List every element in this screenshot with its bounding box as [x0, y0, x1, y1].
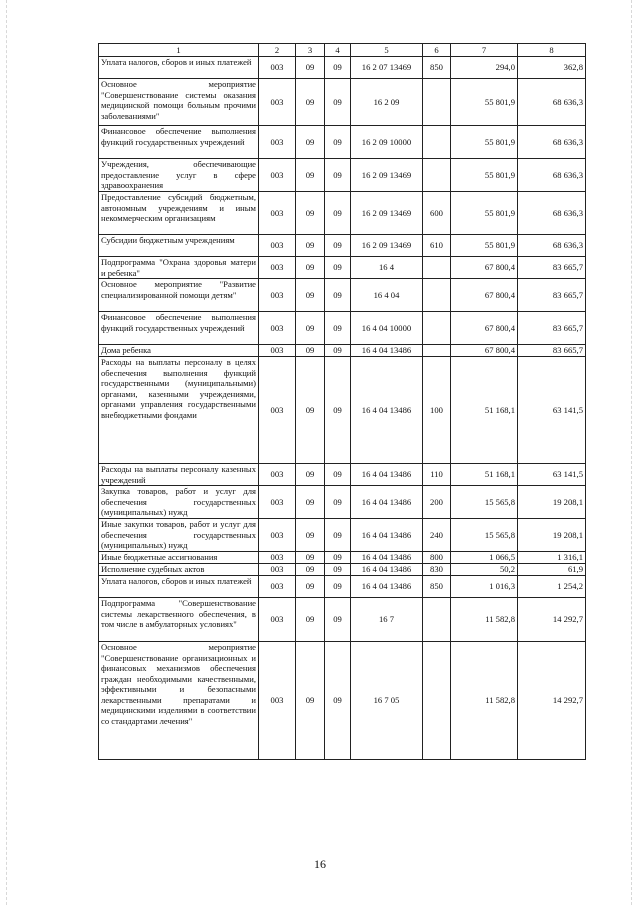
- table-row: [99, 576, 586, 598]
- subsection-code-cell: 09: [325, 345, 351, 357]
- scan-edge-right: [631, 0, 633, 905]
- amount-year1-cell: 51 168,1: [451, 357, 518, 464]
- subsection-code-cell: 09: [325, 159, 351, 192]
- target-article-cell: 16 7 05: [351, 642, 423, 760]
- section-code-cell: 09: [296, 552, 325, 564]
- expense-type-cell: 850: [423, 57, 451, 79]
- subsection-code-cell: 09: [325, 576, 351, 598]
- amount-year1-cell: 11 582,8: [451, 598, 518, 642]
- expense-name-cell: Иные закупки товаров, работ и услуг для обеспечения государственных (муниципальных) нужд: [99, 519, 259, 552]
- table-row: [99, 79, 586, 126]
- section-code-cell: 09: [296, 576, 325, 598]
- section-code-cell: 09: [296, 598, 325, 642]
- subsection-code-cell: 09: [325, 486, 351, 519]
- ministry-code-cell: 003: [259, 576, 296, 598]
- subsection-code-cell: 09: [325, 519, 351, 552]
- ministry-code-cell: 003: [259, 257, 296, 279]
- subsection-code-cell: 09: [325, 464, 351, 486]
- table-row: [99, 312, 586, 345]
- target-article-cell: 16 4: [351, 257, 423, 279]
- amount-year1-cell: 51 168,1: [451, 464, 518, 486]
- amount-year2-cell: 83 665,7: [518, 312, 586, 345]
- expense-type-cell: [423, 126, 451, 159]
- page-number: 16: [314, 857, 326, 871]
- section-code-cell: 09: [296, 57, 325, 79]
- expense-type-cell: 600: [423, 192, 451, 235]
- table-row: [99, 564, 586, 576]
- ministry-code-cell: 003: [259, 279, 296, 312]
- subsection-code-cell: 09: [325, 126, 351, 159]
- amount-year1-cell: 67 800,4: [451, 257, 518, 279]
- target-article-cell: 16 2 09 13469: [351, 192, 423, 235]
- target-article-cell: 16 4 04 13486: [351, 552, 423, 564]
- amount-year2-cell: 19 208,1: [518, 519, 586, 552]
- amount-year2-cell: 63 141,5: [518, 464, 586, 486]
- amount-year1-cell: 294,0: [451, 57, 518, 79]
- column-header: 6: [423, 44, 451, 57]
- expense-name-cell: Основное мероприятие "Совершенствование организационных и финансовых механизмов обеспечения граждан необходимыми качественными, эффективными и безопасными лекарственными препаратами и медицинскими изделиями в соответствии со стандартами лечения": [99, 642, 259, 760]
- amount-year1-cell: 55 801,9: [451, 235, 518, 257]
- amount-year1-cell: 1 066,5: [451, 552, 518, 564]
- amount-year2-cell: 14 292,7: [518, 642, 586, 760]
- target-article-cell: 16 4 04 13486: [351, 345, 423, 357]
- table-row: [99, 642, 586, 760]
- target-article-cell: 16 4 04 13486: [351, 576, 423, 598]
- amount-year2-cell: 14 292,7: [518, 598, 586, 642]
- expense-type-cell: 830: [423, 564, 451, 576]
- amount-year2-cell: 68 636,3: [518, 192, 586, 235]
- ministry-code-cell: 003: [259, 357, 296, 464]
- amount-year1-cell: 67 800,4: [451, 279, 518, 312]
- expense-name-cell: Подпрограмма "Совершенствование системы лекарственного обеспечения, в том числе в амбулаторных условиях": [99, 598, 259, 642]
- ministry-code-cell: 003: [259, 126, 296, 159]
- subsection-code-cell: 09: [325, 552, 351, 564]
- expense-type-cell: [423, 345, 451, 357]
- amount-year1-cell: 67 800,4: [451, 345, 518, 357]
- expense-name-cell: Уплата налогов, сборов и иных платежей: [99, 576, 259, 598]
- expense-type-cell: 800: [423, 552, 451, 564]
- subsection-code-cell: 09: [325, 257, 351, 279]
- table-row: [99, 57, 586, 79]
- target-article-cell: 16 2 09 13469: [351, 159, 423, 192]
- table-row: [99, 192, 586, 235]
- section-code-cell: 09: [296, 159, 325, 192]
- table-row: [99, 357, 586, 464]
- subsection-code-cell: 09: [325, 235, 351, 257]
- subsection-code-cell: 09: [325, 564, 351, 576]
- amount-year2-cell: 1 316,1: [518, 552, 586, 564]
- target-article-cell: 16 4 04 13486: [351, 357, 423, 464]
- expense-name-cell: Подпрограмма "Охрана здоровья матери и ребенка": [99, 257, 259, 279]
- expense-name-cell: Предоставление субсидий бюджетным, автономным учреждениям и иным некоммерческим организациям: [99, 192, 259, 235]
- subsection-code-cell: 09: [325, 192, 351, 235]
- amount-year1-cell: 55 801,9: [451, 192, 518, 235]
- amount-year1-cell: 1 016,3: [451, 576, 518, 598]
- amount-year2-cell: 61,9: [518, 564, 586, 576]
- table-header-row: [99, 44, 586, 57]
- amount-year1-cell: 50,2: [451, 564, 518, 576]
- ministry-code-cell: 003: [259, 642, 296, 760]
- ministry-code-cell: 003: [259, 235, 296, 257]
- table-row: [99, 257, 586, 279]
- section-code-cell: 09: [296, 257, 325, 279]
- amount-year2-cell: 68 636,3: [518, 235, 586, 257]
- amount-year2-cell: 83 665,7: [518, 279, 586, 312]
- expense-name-cell: Учреждения, обеспечивающие предоставление услуг в сфере здравоохранения: [99, 159, 259, 192]
- table-row: [99, 279, 586, 312]
- table-row: [99, 159, 586, 192]
- table-row: [99, 345, 586, 357]
- amount-year2-cell: 1 254,2: [518, 576, 586, 598]
- section-code-cell: 09: [296, 486, 325, 519]
- expense-type-cell: 610: [423, 235, 451, 257]
- subsection-code-cell: 09: [325, 57, 351, 79]
- ministry-code-cell: 003: [259, 552, 296, 564]
- expense-name-cell: Закупка товаров, работ и услуг для обеспечения государственных (муниципальных) нужд: [99, 486, 259, 519]
- expense-type-cell: [423, 79, 451, 126]
- expense-name-cell: Финансовое обеспечение выполнения функций государственных учреждений: [99, 126, 259, 159]
- table-row: [99, 519, 586, 552]
- expense-type-cell: 200: [423, 486, 451, 519]
- expense-type-cell: [423, 257, 451, 279]
- ministry-code-cell: 003: [259, 519, 296, 552]
- amount-year1-cell: 15 565,8: [451, 486, 518, 519]
- expense-type-cell: [423, 642, 451, 760]
- ministry-code-cell: 003: [259, 486, 296, 519]
- column-header: 3: [296, 44, 325, 57]
- table-row: [99, 552, 586, 564]
- target-article-cell: 16 2 09: [351, 79, 423, 126]
- amount-year1-cell: 11 582,8: [451, 642, 518, 760]
- section-code-cell: 09: [296, 79, 325, 126]
- ministry-code-cell: 003: [259, 464, 296, 486]
- expense-name-cell: Уплата налогов, сборов и иных платежей: [99, 57, 259, 79]
- expense-name-cell: Основное мероприятие "Развитие специализированной помощи детям": [99, 279, 259, 312]
- expense-type-cell: 110: [423, 464, 451, 486]
- expense-type-cell: [423, 279, 451, 312]
- amount-year2-cell: 362,8: [518, 57, 586, 79]
- ministry-code-cell: 003: [259, 312, 296, 345]
- expense-type-cell: 100: [423, 357, 451, 464]
- subsection-code-cell: 09: [325, 598, 351, 642]
- ministry-code-cell: 003: [259, 564, 296, 576]
- amount-year1-cell: 15 565,8: [451, 519, 518, 552]
- amount-year2-cell: 68 636,3: [518, 126, 586, 159]
- amount-year2-cell: 63 141,5: [518, 357, 586, 464]
- expense-name-cell: Расходы на выплаты персоналу казенных учреждений: [99, 464, 259, 486]
- target-article-cell: 16 2 07 13469: [351, 57, 423, 79]
- column-header: 2: [259, 44, 296, 57]
- expense-type-cell: 240: [423, 519, 451, 552]
- ministry-code-cell: 003: [259, 159, 296, 192]
- section-code-cell: 09: [296, 345, 325, 357]
- amount-year1-cell: 55 801,9: [451, 159, 518, 192]
- target-article-cell: 16 4 04 13486: [351, 519, 423, 552]
- expense-name-cell: Субсидии бюджетным учреждениям: [99, 235, 259, 257]
- table-row: [99, 464, 586, 486]
- expense-type-cell: [423, 312, 451, 345]
- table-row: [99, 486, 586, 519]
- ministry-code-cell: 003: [259, 345, 296, 357]
- subsection-code-cell: 09: [325, 79, 351, 126]
- scan-edge-left: [6, 0, 8, 905]
- section-code-cell: 09: [296, 126, 325, 159]
- table-row: [99, 598, 586, 642]
- amount-year2-cell: 83 665,7: [518, 345, 586, 357]
- target-article-cell: 16 2 09 13469: [351, 235, 423, 257]
- table-row: [99, 126, 586, 159]
- amount-year2-cell: 19 208,1: [518, 486, 586, 519]
- section-code-cell: 09: [296, 519, 325, 552]
- target-article-cell: 16 2 09 10000: [351, 126, 423, 159]
- column-header: 8: [518, 44, 586, 57]
- target-article-cell: 16 7: [351, 598, 423, 642]
- ministry-code-cell: 003: [259, 598, 296, 642]
- expense-type-cell: [423, 598, 451, 642]
- section-code-cell: 09: [296, 279, 325, 312]
- subsection-code-cell: 09: [325, 357, 351, 464]
- expense-name-cell: Дома ребенка: [99, 345, 259, 357]
- amount-year2-cell: 83 665,7: [518, 257, 586, 279]
- amount-year1-cell: 55 801,9: [451, 79, 518, 126]
- ministry-code-cell: 003: [259, 79, 296, 126]
- amount-year1-cell: 67 800,4: [451, 312, 518, 345]
- amount-year2-cell: 68 636,3: [518, 79, 586, 126]
- expense-type-cell: [423, 159, 451, 192]
- ministry-code-cell: 003: [259, 57, 296, 79]
- amount-year1-cell: 55 801,9: [451, 126, 518, 159]
- target-article-cell: 16 4 04 10000: [351, 312, 423, 345]
- expense-name-cell: Расходы на выплаты персоналу в целях обеспечения выполнения функций государственными (муниципальными) органами, казенными учреждениями, органами управления государственными внебюджетными фондами: [99, 357, 259, 464]
- column-header: 4: [325, 44, 351, 57]
- column-header: 1: [99, 44, 259, 57]
- section-code-cell: 09: [296, 357, 325, 464]
- section-code-cell: 09: [296, 192, 325, 235]
- budget-table: [98, 43, 586, 760]
- expense-type-cell: 850: [423, 576, 451, 598]
- target-article-cell: 16 4 04 13486: [351, 486, 423, 519]
- expense-name-cell: Основное мероприятие "Совершенствование системы оказания медицинской помощи больным прочими заболеваниями": [99, 79, 259, 126]
- column-header: 7: [451, 44, 518, 57]
- expense-name-cell: Финансовое обеспечение выполнения функций государственных учреждений: [99, 312, 259, 345]
- expense-name-cell: Исполнение судебных актов: [99, 564, 259, 576]
- column-header: 5: [351, 44, 423, 57]
- ministry-code-cell: 003: [259, 192, 296, 235]
- table-row: [99, 235, 586, 257]
- section-code-cell: 09: [296, 235, 325, 257]
- expense-name-cell: Иные бюджетные ассигнования: [99, 552, 259, 564]
- amount-year2-cell: 68 636,3: [518, 159, 586, 192]
- subsection-code-cell: 09: [325, 312, 351, 345]
- section-code-cell: 09: [296, 464, 325, 486]
- section-code-cell: 09: [296, 312, 325, 345]
- section-code-cell: 09: [296, 642, 325, 760]
- section-code-cell: 09: [296, 564, 325, 576]
- target-article-cell: 16 4 04: [351, 279, 423, 312]
- target-article-cell: 16 4 04 13486: [351, 564, 423, 576]
- subsection-code-cell: 09: [325, 279, 351, 312]
- target-article-cell: 16 4 04 13486: [351, 464, 423, 486]
- subsection-code-cell: 09: [325, 642, 351, 760]
